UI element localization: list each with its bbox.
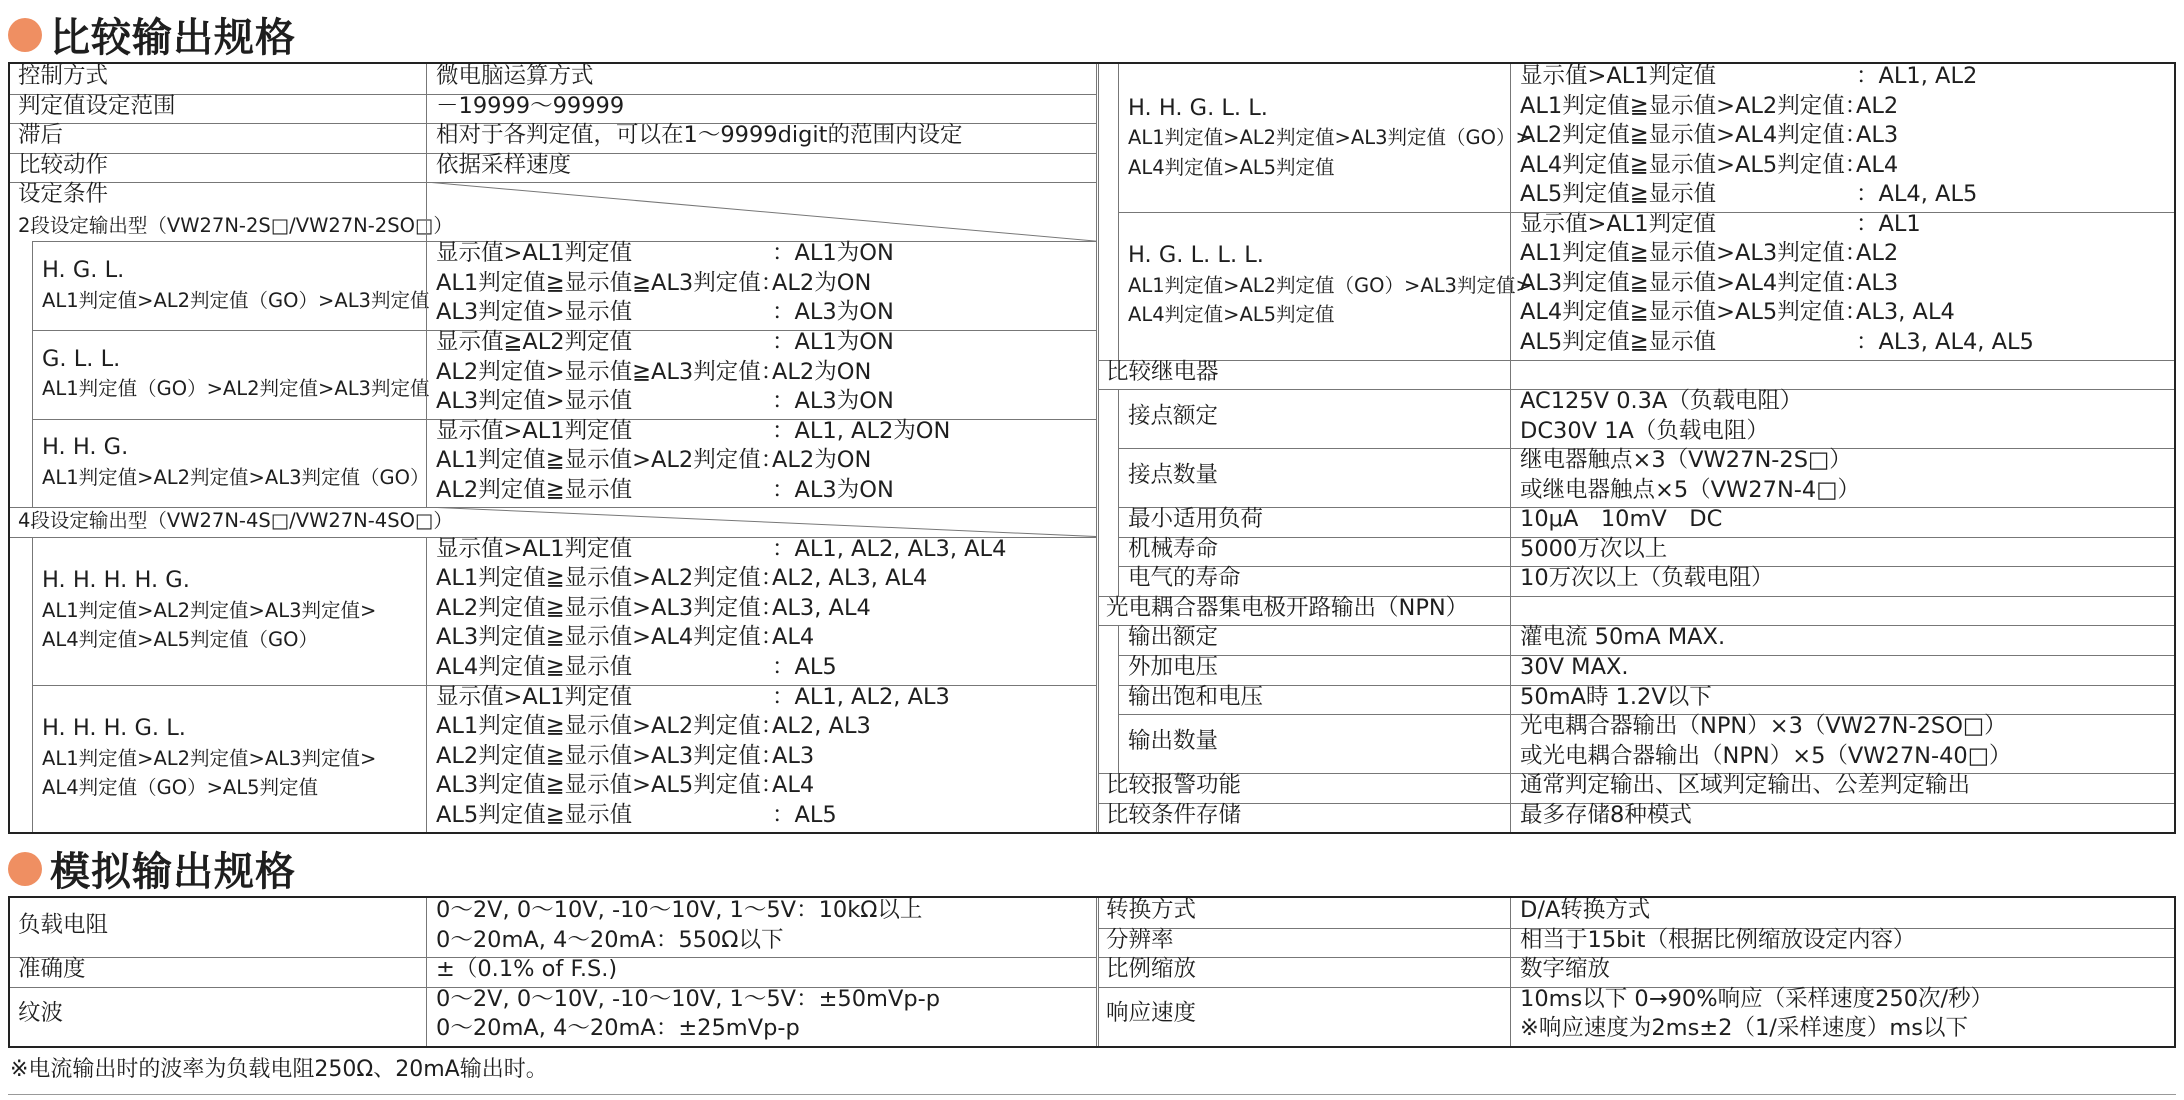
judgement-row	[436, 446, 872, 476]
spec-label-contact-rating: 接点额定	[1128, 402, 1219, 429]
spec-value-min_load: 10μA 10mV DC	[1520, 506, 1723, 533]
row-divider	[1118, 212, 2174, 213]
bottom-rule	[8, 1094, 2176, 1095]
judgement-row	[436, 742, 815, 772]
diagonal-slash-line	[426, 182, 1096, 241]
bullet-dot-icon	[8, 18, 42, 52]
compare-output-table	[8, 62, 2176, 834]
judgement-row-condition: AL2判定值≧显示值>AL3判定值：	[436, 742, 784, 769]
judgement-row-output: ：AL1	[1856, 210, 1921, 237]
judgement-row-output: AL2为ON	[772, 447, 872, 474]
judgement-row-output: ：AL4, AL5	[1856, 181, 1978, 208]
spec-label-conv: 转换方式	[1106, 897, 1197, 923]
spec-label-res: 分辨率	[1106, 926, 1174, 953]
judgement-row-condition: 显示值>AL1判定值	[436, 535, 633, 562]
spec-value-load-resistance: 0～20mA, 4～20mA：550Ω以下	[436, 926, 784, 953]
judgement-row	[436, 653, 837, 683]
judgement-row-output: AL3, AL4	[772, 594, 871, 621]
spec-value-res: 相当于15bit（根据比例缩放设定内容）	[1520, 926, 1916, 953]
judgement-row-condition: AL1判定值≧显示值>AL3判定值：	[1520, 240, 1868, 267]
spec-value-contact-rating: AC125V 0.3A（负载电阻）	[1520, 388, 1803, 415]
judgement-row-condition: AL2判定值≧显示值	[436, 476, 633, 503]
spec-label-control: 控制方式	[18, 63, 109, 89]
mode-description: AL4判定值>AL5判定值（GO）	[42, 628, 319, 652]
judgement-row	[1520, 151, 1899, 181]
judgement-row	[436, 298, 894, 328]
analog-output-table	[8, 896, 2176, 1048]
section-title-analog-text: 模拟输出规格	[50, 849, 296, 895]
judgement-row	[1520, 121, 1899, 151]
section-title-compare-text: 比较输出规格	[50, 15, 296, 61]
spec-label-ext_v: 外加电压	[1128, 654, 1219, 680]
spec-value-out_rating: 灌电流 50mA MAX.	[1520, 624, 1726, 651]
spec-label-range: 判定值设定范围	[18, 92, 176, 119]
mode-description: AL1判定值>AL2判定值>AL3判定值（GO）>	[1128, 126, 1532, 150]
spec-label-scale: 比例缩放	[1106, 956, 1197, 983]
relay-section-label: 比较继电器	[1106, 358, 1219, 385]
mode-name: H. H. G.	[42, 434, 129, 461]
judgement-row-condition: 显示值>AL1判定值	[436, 417, 633, 444]
spec-label-action: 比较动作	[18, 151, 109, 178]
column-divider	[1118, 64, 1119, 360]
judgement-row-output: ：AL1, AL2为ON	[772, 417, 951, 444]
mode-description: AL1判定值>AL2判定值>AL3判定值>	[42, 746, 377, 770]
mode-description: AL1判定值>AL2判定值（GO）>AL3判定值	[42, 288, 430, 312]
judgement-row	[436, 417, 951, 447]
judgement-row-output: AL2为ON	[772, 269, 872, 296]
judgement-row	[436, 269, 872, 299]
judgement-row	[436, 564, 928, 594]
judgement-row-output: AL4	[772, 772, 815, 799]
judgement-row-output: AL3, AL4	[1856, 299, 1955, 326]
spec-label-out_rating: 输出额定	[1128, 624, 1219, 651]
judgement-row	[1520, 239, 1899, 269]
footnote: ※电流输出时的波率为负载电阻250Ω、20mA输出时。	[10, 1057, 548, 1082]
judgement-row-condition: AL4判定值≧显示值>AL5判定值：	[1520, 151, 1868, 178]
spec-value-elec_life: 10万次以上（负载电阻）	[1520, 565, 1774, 592]
mode-description: AL4判定值>AL5判定值	[1128, 155, 1335, 179]
judgement-row-condition: AL1判定值≧显示值≧AL3判定值：	[436, 269, 784, 296]
mode-name: H. H. G. L. L.	[1128, 94, 1268, 121]
column-divider	[1510, 625, 1511, 832]
spec-label-accuracy: 准确度	[18, 956, 86, 983]
column-divider	[1510, 389, 1511, 596]
spec-value-response-speed: 10ms以下 0→90%响应（采样速度250次/秒）	[1520, 985, 1994, 1012]
judgement-row-output: AL4	[1856, 151, 1899, 178]
spec-label-load-resistance: 负载电阻	[18, 911, 109, 938]
spec-value-ext_v: 30V MAX.	[1520, 654, 1629, 680]
judgement-row-output: ：AL1, AL2, AL3, AL4	[772, 535, 1007, 562]
spec-label-elec_life: 电气的寿命	[1128, 565, 1241, 592]
judgement-row	[436, 683, 950, 713]
spec-value-output-count: 光电耦合器输出（NPN）×3（VW27N-2SO□）	[1520, 713, 2007, 740]
spec-value-ripple: 0～2V, 0～10V, -10～10V, 1～5V：±50mVp-p	[436, 985, 941, 1012]
spec-label-alarm: 比较报警功能	[1106, 772, 1242, 799]
spec-value-alarm: 通常判定输出、区域判定输出、公差判定输出	[1520, 772, 1971, 799]
judgement-row-condition: AL3判定值>显示值	[436, 388, 633, 415]
judgement-row-condition: AL1判定值≧显示值>AL2判定值：	[436, 447, 784, 474]
judgement-row	[1520, 92, 1899, 122]
judgement-row-condition: AL1判定值≧显示值>AL2判定值：	[436, 713, 784, 740]
row-divider	[1118, 655, 2174, 656]
column-divider	[32, 241, 33, 507]
judgement-row	[436, 387, 894, 417]
mode-description: AL1判定值>AL2判定值>AL3判定值>	[42, 598, 377, 622]
spec-label-contact-count: 接点数量	[1128, 461, 1219, 488]
judgement-row-output: ：AL3为ON	[772, 388, 894, 415]
judgement-row-condition: 显示值>AL1判定值	[1520, 210, 1717, 237]
judgement-row-condition: 显示值≧AL2判定值	[436, 328, 633, 355]
judgement-row-output: AL3	[1856, 269, 1899, 296]
judgement-row-output: AL3	[1856, 122, 1899, 149]
judgement-row	[436, 594, 871, 624]
spec-value-mech_life: 5000万次以上	[1520, 535, 1668, 562]
column-divider	[1510, 212, 1511, 360]
spec-label-mech_life: 机械寿命	[1128, 535, 1219, 562]
spec-value-control: 微电脑运算方式	[436, 63, 594, 89]
judgement-row-output: ：AL1为ON	[772, 328, 894, 355]
spec-label-output-count: 输出数量	[1128, 727, 1219, 754]
judgement-row-condition: AL3判定值≧显示值>AL5判定值：	[436, 772, 784, 799]
judgement-row-output: AL2为ON	[772, 358, 872, 385]
section-title-analog	[8, 840, 296, 897]
mode-description: AL1判定值>AL2判定值>AL3判定值（GO）	[42, 465, 430, 489]
column-divider	[426, 685, 427, 833]
judgement-row	[436, 476, 894, 506]
spec-value-scale: 数字缩放	[1520, 956, 1611, 983]
spec-label-hyst: 滞后	[18, 122, 64, 149]
column-divider	[1118, 625, 1119, 773]
judgement-row-condition: AL4判定值≧显示值>AL5判定值：	[1520, 299, 1868, 326]
judgement-row	[436, 535, 1007, 565]
bullet-dot-icon	[8, 852, 42, 886]
judgement-row-condition: AL1判定值≧显示值>AL2判定值：	[1520, 92, 1868, 119]
judgement-row	[436, 328, 894, 358]
judgement-row-output: ：AL3为ON	[772, 299, 894, 326]
judgement-row-condition: 显示值>AL1判定值	[1520, 63, 1717, 89]
spec-value-response-speed: ※响应速度为2ms±2（1/采样速度）ms以下	[1520, 1015, 1969, 1042]
judgement-row-output: ：AL1, AL2, AL3	[772, 683, 950, 710]
spec-value-ripple: 0～20mA, 4～20mA：±25mVp-p	[436, 1015, 800, 1042]
spec-value-output-count: 或光电耦合器输出（NPN）×5（VW27N-40□）	[1520, 742, 2012, 769]
judgement-row-output: ：AL3, AL4, AL5	[1856, 328, 2034, 355]
spec-value-sat_v: 50mA時 1.2V以下	[1520, 683, 1712, 710]
section-title-compare	[8, 6, 296, 63]
judgement-row-condition: AL2判定值>显示值≧AL3判定值：	[436, 358, 784, 385]
column-divider	[1098, 898, 1099, 1046]
column-divider	[426, 898, 427, 1046]
spec-label-sat_v: 输出饱和电压	[1128, 683, 1264, 710]
judgement-row-output: AL4	[772, 624, 815, 651]
judgement-row-condition: AL5判定值≧显示值	[1520, 328, 1717, 355]
judgement-row-condition: AL1判定值≧显示值>AL2判定值：	[436, 565, 784, 592]
spec-label-response-speed: 响应速度	[1106, 1000, 1197, 1027]
mode-name: H. G. L. L. L.	[1128, 242, 1264, 269]
column-divider	[426, 330, 427, 419]
spec-value-action: 依据采样速度	[436, 151, 572, 178]
mode-description: AL1判定值>AL2判定值（GO）>AL3判定值>	[1128, 273, 1532, 297]
spec-value-contact-rating: DC30V 1A（负载电阻）	[1520, 417, 1769, 444]
judgement-row-output: AL2	[1856, 92, 1899, 119]
judgement-row	[436, 801, 837, 831]
column-divider	[1510, 64, 1511, 212]
judgement-row	[1520, 180, 1978, 210]
judgement-row-output: AL3	[772, 742, 815, 769]
column-divider	[1096, 898, 1097, 1046]
spec-value-contact-count: 继电器触点×3（VW27N-2S□）	[1520, 447, 1852, 474]
spec-label-ripple: 纹波	[18, 1000, 64, 1027]
spec-value-contact-count: 或继电器触点×5（VW27N-4□）	[1520, 476, 1860, 503]
column-divider	[1096, 64, 1097, 832]
type-2stage-label: 2段设定输出型（VW27N-2S□/VW27N-2SO□）	[18, 213, 453, 237]
mode-description: AL4判定值（GO）>AL5判定值	[42, 776, 319, 800]
judgement-row-condition: AL3判定值≧显示值>AL4判定值：	[436, 624, 784, 651]
judgement-row	[1520, 269, 1899, 299]
spec-value-range: －19999～99999	[436, 92, 625, 119]
judgement-row	[1520, 328, 2034, 358]
judgement-row-output: ：AL1为ON	[772, 240, 894, 267]
judgement-row	[436, 712, 871, 742]
mode-description: AL1判定值（GO）>AL2判定值>AL3判定值	[42, 377, 430, 401]
judgement-row-condition: AL5判定值≧显示值	[1520, 181, 1717, 208]
judgement-row-output: AL2	[1856, 240, 1899, 267]
row-divider	[1098, 957, 2174, 958]
judgement-row	[1520, 210, 1921, 240]
spec-label-storage: 比较条件存储	[1106, 801, 1242, 828]
column-divider	[1510, 360, 1511, 390]
diagonal-slash-line	[426, 507, 1096, 537]
judgement-row	[1520, 298, 1955, 328]
mode-name: H. H. H. G. L.	[42, 715, 186, 742]
judgement-row-output: ：AL5	[772, 654, 837, 680]
column-divider	[426, 64, 427, 182]
column-divider	[1510, 898, 1511, 1046]
column-divider	[1118, 389, 1119, 596]
spec-value-conv: D/A转换方式	[1520, 897, 1651, 923]
judgement-row-output: ：AL5	[772, 801, 837, 828]
spec-label-min_load: 最小适用负荷	[1128, 506, 1264, 533]
column-divider	[1098, 64, 1099, 832]
judgement-row-condition: 显示值>AL1判定值	[436, 683, 633, 710]
judgement-row	[436, 771, 815, 801]
judgement-row-condition: AL3判定值>显示值	[436, 299, 633, 326]
judgement-row	[436, 239, 894, 269]
judgement-row	[1520, 62, 1978, 92]
type-4stage-label: 4段设定输出型（VW27N-4S□/VW27N-4SO□）	[18, 509, 453, 533]
spec-value-load-resistance: 0～2V, 0～10V, -10～10V, 1～5V：10kΩ以上	[436, 897, 923, 923]
judgement-row-output: ：AL1, AL2	[1856, 63, 1978, 89]
mode-description: AL4判定值>AL5判定值	[1128, 303, 1335, 327]
mode-name: H. G. L.	[42, 257, 125, 284]
mode-name: H. H. H. H. G.	[42, 567, 190, 594]
judgement-row-condition: AL4判定值≧显示值	[436, 654, 633, 680]
spec-value-storage: 最多存储8种模式	[1520, 801, 1692, 828]
judgement-row	[436, 623, 815, 653]
judgement-row-condition: AL5判定值≧显示值	[436, 801, 633, 828]
judgement-row-condition: AL2判定值≧显示值>AL3判定值：	[436, 594, 784, 621]
column-divider	[426, 241, 427, 330]
column-divider	[1510, 596, 1511, 626]
judgement-row	[436, 358, 872, 388]
spec-value-accuracy: ±（0.1% of F.S.)	[436, 956, 618, 983]
judgement-row-condition: AL2判定值≧显示值>AL4判定值：	[1520, 122, 1868, 149]
setting-condition-label: 设定条件	[18, 181, 109, 208]
photocoupler-section-label: 光电耦合器集电极开路输出（NPN）	[1106, 594, 1469, 621]
column-divider	[426, 537, 427, 685]
column-divider	[426, 419, 427, 508]
mode-name: G. L. L.	[42, 345, 121, 372]
judgement-row-condition: AL3判定值≧显示值>AL4判定值：	[1520, 269, 1868, 296]
spec-value-hyst: 相对于各判定值，可以在1～9999digit的范围内设定	[436, 122, 963, 149]
judgement-row-output: AL2, AL3, AL4	[772, 565, 928, 592]
judgement-row-output: ：AL3为ON	[772, 476, 894, 503]
judgement-row-output: AL2, AL3	[772, 713, 871, 740]
row-divider	[1098, 360, 2174, 361]
judgement-row-condition: 显示值>AL1判定值	[436, 240, 633, 267]
